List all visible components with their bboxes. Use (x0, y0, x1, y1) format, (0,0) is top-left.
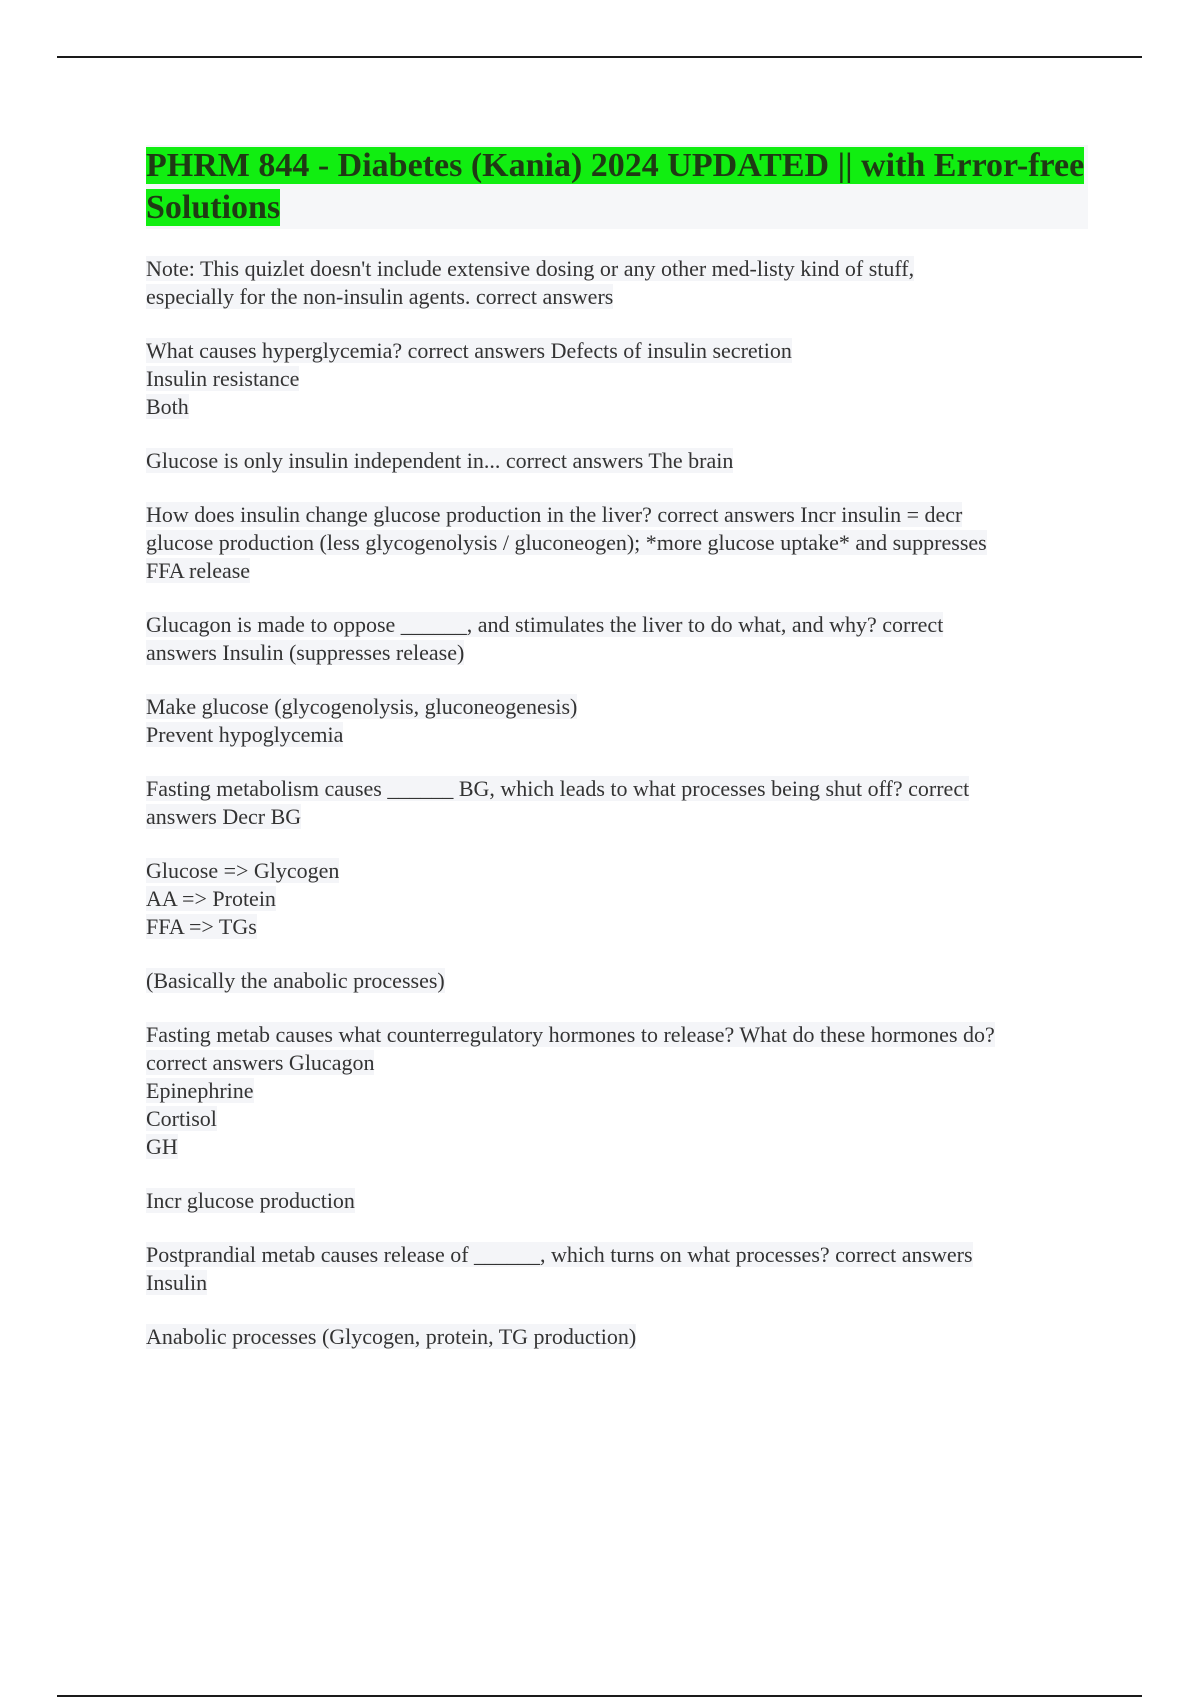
paragraph-line (146, 639, 1090, 667)
paragraph-line-text: Note: This quizlet doesn't include extensive dosing or any other med-listy kind of stuff, (146, 256, 915, 281)
paragraph-line (146, 913, 1090, 941)
paragraph-line-text: Insulin resistance (146, 366, 300, 391)
paragraph-line-text: FFA => TGs (146, 914, 257, 939)
paragraph-line (146, 1133, 1090, 1161)
qa-paragraph (146, 775, 1090, 831)
qa-paragraph (146, 1323, 1090, 1351)
paragraph-line-text: GH (146, 1134, 178, 1159)
qa-paragraph (146, 857, 1090, 941)
qa-list (146, 255, 1090, 1351)
paragraph-line-text: Cortisol (146, 1106, 217, 1131)
paragraph-line (146, 967, 1090, 995)
paragraph-line-text: What causes hyperglycemia? correct answers Defects of insulin secretion (146, 338, 792, 363)
top-divider (57, 56, 1142, 58)
paragraph-line (146, 775, 1090, 803)
paragraph-line (146, 1187, 1090, 1215)
paragraph-line-text: FFA release (146, 558, 251, 583)
paragraph-line-text: especially for the non-insulin agents. correct answers (146, 284, 614, 309)
paragraph-line-text: Prevent hypoglycemia (146, 722, 344, 747)
paragraph-line-text: Both (146, 394, 189, 419)
paragraph-line-text: Fasting metabolism causes ______ BG, which leads to what processes being shut off? correct (146, 776, 970, 801)
bottom-divider (57, 1695, 1142, 1697)
paragraph-line-text: (Basically the anabolic processes) (146, 968, 445, 993)
paragraph-line (146, 501, 1090, 529)
qa-paragraph (146, 447, 1090, 475)
paragraph-line (146, 393, 1090, 421)
paragraph-line (146, 255, 1090, 283)
paragraph-line-text: Fasting metab causes what counterregulatory hormones to release? What do these hormones do? (146, 1022, 995, 1047)
document-title-text: PHRM 844 - Diabetes (Kania) 2024 UPDATED || with Error-free Solutions (146, 147, 1085, 226)
paragraph-line-text: Incr glucose production (146, 1188, 355, 1213)
paragraph-line (146, 693, 1090, 721)
paragraph-line-text: Epinephrine (146, 1078, 254, 1103)
paragraph-line (146, 1241, 1090, 1269)
paragraph-line (146, 1323, 1090, 1351)
paragraph-line-text: glucose production (less glycogenolysis / gluconeogen); *more glucose uptake* and suppresses (146, 530, 987, 555)
qa-paragraph (146, 1021, 1090, 1161)
qa-paragraph (146, 337, 1090, 421)
paragraph-line-text: answers Insulin (suppresses release) (146, 640, 465, 665)
qa-paragraph (146, 693, 1090, 749)
qa-paragraph (146, 967, 1090, 995)
paragraph-line (146, 447, 1090, 475)
paragraph-line-text: Glucose is only insulin independent in... correct answers The brain (146, 448, 734, 473)
paragraph-line (146, 1049, 1090, 1077)
paragraph-line (146, 1269, 1090, 1297)
paragraph-line (146, 283, 1090, 311)
qa-paragraph (146, 1241, 1090, 1297)
paragraph-line-text: Make glucose (glycogenolysis, gluconeogenesis) (146, 694, 578, 719)
qa-paragraph (146, 255, 1090, 311)
paragraph-line (146, 337, 1090, 365)
paragraph-line-text: AA => Protein (146, 886, 276, 911)
paragraph-line-text: correct answers Glucagon (146, 1050, 375, 1075)
paragraph-line-text: Insulin (146, 1270, 208, 1295)
qa-paragraph (146, 1187, 1090, 1215)
paragraph-line (146, 1105, 1090, 1133)
paragraph-line (146, 885, 1090, 913)
paragraph-line-text: Postprandial metab causes release of ______, which turns on what processes? correct answers (146, 1242, 973, 1267)
document-title (146, 145, 1088, 229)
qa-paragraph (146, 611, 1090, 667)
paragraph-line (146, 529, 1090, 557)
paragraph-line (146, 365, 1090, 393)
paragraph-line (146, 857, 1090, 885)
paragraph-line-text: Glucose => Glycogen (146, 858, 340, 883)
paragraph-line (146, 557, 1090, 585)
document-body (146, 145, 1090, 1377)
paragraph-line-text: Anabolic processes (Glycogen, protein, TG production) (146, 1324, 637, 1349)
paragraph-line (146, 803, 1090, 831)
paragraph-line (146, 1077, 1090, 1105)
qa-paragraph (146, 501, 1090, 585)
title-banner (146, 145, 1088, 229)
paragraph-line (146, 611, 1090, 639)
paragraph-line-text: Glucagon is made to oppose ______, and stimulates the liver to do what, and why? correct (146, 612, 944, 637)
paragraph-line (146, 1021, 1090, 1049)
paragraph-line-text: How does insulin change glucose production in the liver? correct answers Incr insulin = decr (146, 502, 963, 527)
paragraph-line-text: answers Decr BG (146, 804, 302, 829)
paragraph-line (146, 721, 1090, 749)
